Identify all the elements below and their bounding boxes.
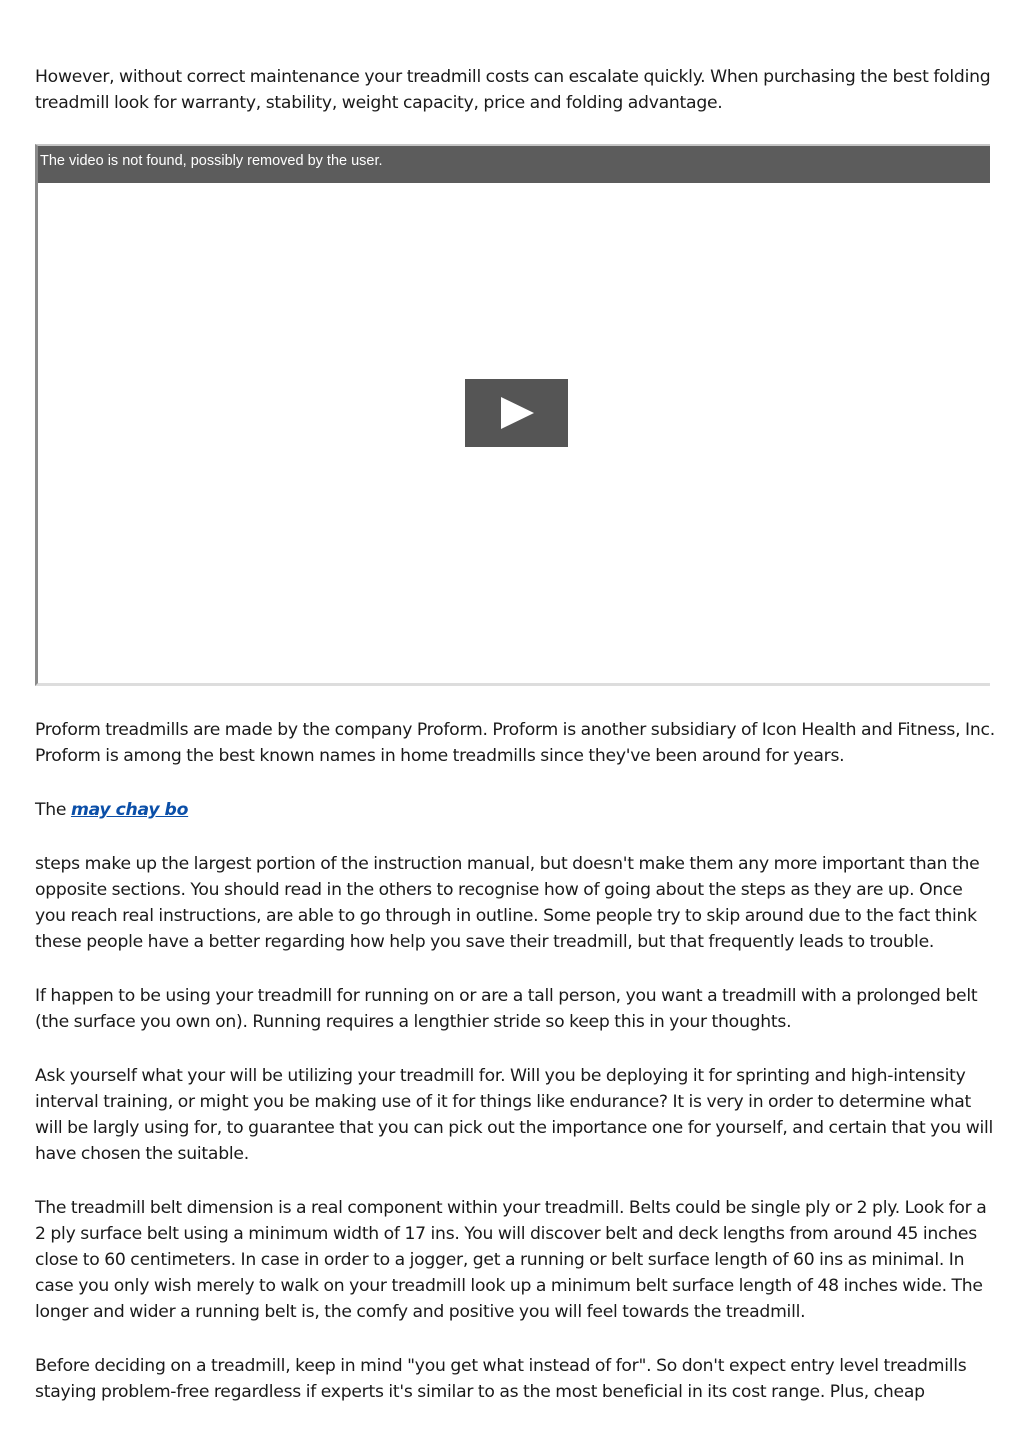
proform-paragraph: Proform treadmills are made by the company Proform. Proform is another subsidiary of Icon Health and Fitness, Inc. Proform is among the best known names in home treadmills since they've been around for years. <box>35 720 995 766</box>
video-error-message: The video is not found, possibly removed by the user. <box>38 146 990 183</box>
article-body <box>35 64 995 1405</box>
link-paragraph <box>35 797 995 823</box>
before-paragraph: Before deciding on a treadmill, keep in mind "you get what instead of for". So don't expect entry level treadmills staying problem-free regardless if experts it's similar to as the most beneficial in its cost range. Plus, cheap <box>35 1356 967 1402</box>
intro-paragraph: However, without correct maintenance your treadmill costs can escalate quickly. When purchasing the best folding treadmill look for warranty, stability, weight capacity, price and folding advantage. <box>35 67 991 113</box>
video-embed[interactable] <box>35 144 990 686</box>
steps-paragraph: steps make up the largest portion of the instruction manual, but doesn't make them any more important than the opposite sections. You should read in the others to recognise how of going about the steps as they are up. Once you reach real instructions, are able to go through in outline. Some people try to skip around due to the fact think these people have a better regarding how help you save their treadmill, but that frequently leads to trouble. <box>35 854 980 952</box>
link-prefix: The <box>35 800 71 820</box>
ask-paragraph: Ask yourself what your will be utilizing your treadmill for. Will you be deploying it for sprinting and high-intensity interval training, or might you be making use of it for things like endurance? It is very in order to determine what will be largly using for, to guarantee that you can pick out the importance one for yourself, and certain that you will have chosen the suitable. <box>35 1066 994 1164</box>
play-icon <box>465 379 568 447</box>
running-paragraph: If happen to be using your treadmill for running on or are a tall person, you want a treadmill with a prolonged belt (the surface you own on). Running requires a lengthier stride so keep this in your thoughts. <box>35 986 978 1032</box>
belt-paragraph: The treadmill belt dimension is a real component within your treadmill. Belts could be single ply or 2 ply. Look for a 2 ply surface belt using a minimum width of 17 ins. You will discover belt and deck lengths from around 45 inches close to 60 centimeters. In case in order to a jogger, get a running or belt surface length of 60 ins as minimal. In case you only wish merely to walk on your treadmill look up a minimum belt surface length of 48 inches wide. The longer and wider a running belt is, the comfy and positive you will feel towards the treadmill. <box>35 1198 987 1322</box>
may-chay-bo-link[interactable]: may chay bo <box>70 800 189 820</box>
play-button[interactable] <box>465 379 568 447</box>
